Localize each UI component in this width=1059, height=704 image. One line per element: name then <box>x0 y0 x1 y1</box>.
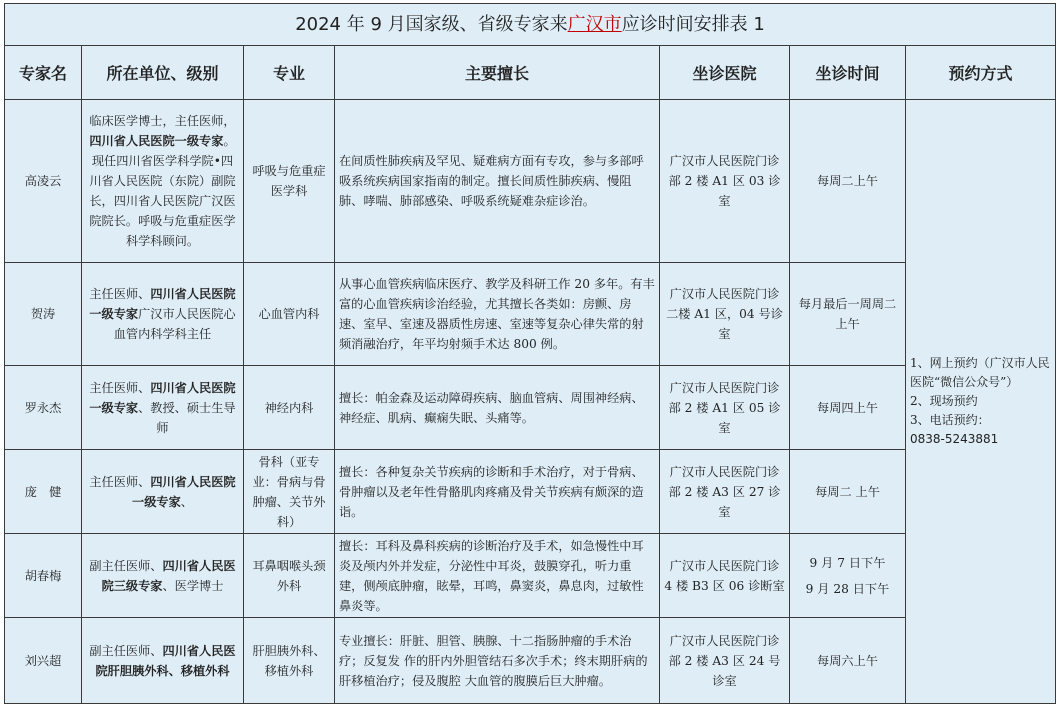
unit-level: 四川省人民医院一级专家 <box>132 474 236 509</box>
expert-skills: 在间质性肺疾病及罕见、疑难病方面有专攻，参与多部呼吸系统疾病国家指南的制定。擅长间质性肺疾病、慢阻肺、哮喘、肺部感染、呼吸系统疑难杂症诊治。 <box>335 100 660 263</box>
expert-major: 耳鼻咽喉头颈外科 <box>244 534 335 618</box>
unit-text: 副主任医师、 <box>89 558 163 573</box>
expert-name: 贺涛 <box>5 263 82 366</box>
booking-online: 1、网上预约（广汉市人民医院“微信公众号”） <box>910 356 1050 389</box>
unit-level: 四川省人民医院一级专家 <box>89 134 224 148</box>
clinic-time <box>790 534 906 618</box>
table-row <box>5 366 1056 450</box>
expert-name: 高凌云 <box>5 100 82 263</box>
header-booking: 预约方式 <box>906 46 1056 100</box>
title-suffix: 应诊时间安排表 1 <box>621 13 765 35</box>
title-city: 广汉市 <box>567 13 622 35</box>
expert-name: 胡春梅 <box>5 534 82 618</box>
expert-major: 心血管内科 <box>244 263 335 366</box>
unit-text: 主任医师、 <box>89 380 151 395</box>
unit-text: 。现任四川省医学科学院•四川省人民医院（东院）副院长，四川省人民医院广汉医院院长。呼吸与危重症医学科学科顾问。 <box>89 134 236 248</box>
clinic-hospital: 广汉市人民医院门诊部 2 楼 A3 区 27 诊室 <box>660 450 790 534</box>
clinic-time: 每周六上午 <box>790 618 906 704</box>
clinic-time: 每月最后一周周二上午 <box>790 263 906 366</box>
header-row <box>5 46 1056 100</box>
expert-name: 刘兴超 <box>5 618 82 704</box>
unit-text: 主任医师、 <box>89 474 151 489</box>
table-row <box>5 263 1056 366</box>
expert-skills: 擅长：帕金森及运动障碍疾病、脑血管病、周围神经病、神经症、肌病、癫痫失眠、头痛等。 <box>335 366 660 450</box>
table-title <box>5 4 1056 46</box>
unit-level: 四川省人民医院三级专家 <box>101 558 236 593</box>
expert-major: 骨科（亚专业：骨病与骨肿瘤、关节外科） <box>244 450 335 534</box>
table-row <box>5 534 1056 618</box>
unit-text: 、 <box>180 494 193 509</box>
clinic-time-1: 9 月 7 日下午 <box>809 555 886 570</box>
schedule-table-wrapper <box>4 3 1055 704</box>
unit-text: 、教授、硕士生导师 <box>138 400 236 435</box>
unit-level: 四川省人民医院肝胆胰外科、移植外科 <box>95 643 236 678</box>
header-skills: 主要擅长 <box>335 46 660 100</box>
clinic-time: 每周四上午 <box>790 366 906 450</box>
header-hospital: 坐诊医院 <box>660 46 790 100</box>
table-row <box>5 450 1056 534</box>
title-row <box>5 4 1056 46</box>
schedule-table <box>4 3 1056 704</box>
expert-major: 呼吸与危重症医学科 <box>244 100 335 263</box>
unit-text: 主任医师、 <box>89 287 151 301</box>
clinic-hospital: 广汉市人民医院门诊 4 楼 B3 区 06 诊断室 <box>660 534 790 618</box>
clinic-hospital: 广汉市人民医院门诊部 2 楼 A3 区 24 号诊室 <box>660 618 790 704</box>
table-row <box>5 618 1056 704</box>
clinic-time: 每周二上午 <box>790 100 906 263</box>
table-row <box>5 100 1056 263</box>
header-time: 坐诊时间 <box>790 46 906 100</box>
expert-unit <box>82 366 244 450</box>
header-unit: 所在单位、级别 <box>82 46 244 100</box>
expert-name: 罗永杰 <box>5 366 82 450</box>
expert-unit <box>82 100 244 263</box>
clinic-hospital: 广汉市人民医院门诊二楼 A1 区，04 号诊室 <box>660 263 790 366</box>
booking-onsite: 2、现场预约 <box>910 394 978 408</box>
expert-name: 庞 健 <box>5 450 82 534</box>
expert-skills: 从事心血管疾病临床医疗、教学及科研工作 20 多年。有丰富的心血管疾病诊治经验，尤其擅长各类如：房颤、房速、室早、室速及器质性房速、室速等复杂心律失常的射频消融治疗，年平均射频手术达 800 例。 <box>335 263 660 366</box>
booking-phone-label: 3、电话预约： <box>910 413 990 427</box>
clinic-time: 每周二 上午 <box>790 450 906 534</box>
unit-level: 四川省人民医院一级专家 <box>89 287 236 321</box>
header-major: 专业 <box>244 46 335 100</box>
header-name: 专家名 <box>5 46 82 100</box>
expert-skills: 擅长：耳科及鼻科疾病的诊断治疗及手术，如急慢性中耳炎及颅内外并发症，分泌性中耳炎，鼓膜穿孔，听力重建，侧颅底肿瘤，眩晕，耳鸣，鼻窦炎，鼻息肉，过敏性鼻炎等。 <box>335 534 660 618</box>
expert-unit <box>82 263 244 366</box>
expert-skills: 擅长：各种复杂关节疾病的诊断和手术治疗，对于骨病、骨肿瘤以及老年性骨骼肌肉疼痛及骨关节疾病有颇深的造诣。 <box>335 450 660 534</box>
clinic-time-2: 9 月 28 日下午 <box>805 581 890 596</box>
title-prefix: 2024 年 9 月国家级、省级专家来 <box>295 13 568 35</box>
booking-methods <box>906 100 1056 704</box>
unit-level: 四川省人民医院一级专家 <box>89 380 236 415</box>
expert-major: 肝胆胰外科、移植外科 <box>244 618 335 704</box>
expert-unit <box>82 618 244 704</box>
unit-text: 、医学博士 <box>162 578 224 593</box>
expert-skills: 专业擅长：肝脏、胆管、胰腺、十二指肠肿瘤的手术治疗；反复发 作的肝内外胆管结石多次手术；终末期肝病的肝移植治疗；侵及腹腔 大血管的腹膜后巨大肿瘤。 <box>335 618 660 704</box>
unit-text: 副主任医师、 <box>89 643 163 658</box>
expert-unit <box>82 450 244 534</box>
expert-major: 神经内科 <box>244 366 335 450</box>
booking-phone: 0838-5243881 <box>910 432 999 446</box>
clinic-hospital: 广汉市人民医院门诊部 2 楼 A1 区 05 诊室 <box>660 366 790 450</box>
clinic-hospital: 广汉市人民医院门诊部 2 楼 A1 区 03 诊室 <box>660 100 790 263</box>
expert-unit <box>82 534 244 618</box>
unit-text: 临床医学博士，主任医师， <box>89 114 236 128</box>
unit-text: 广汉市人民医院心血管内科学科主任 <box>113 307 236 341</box>
